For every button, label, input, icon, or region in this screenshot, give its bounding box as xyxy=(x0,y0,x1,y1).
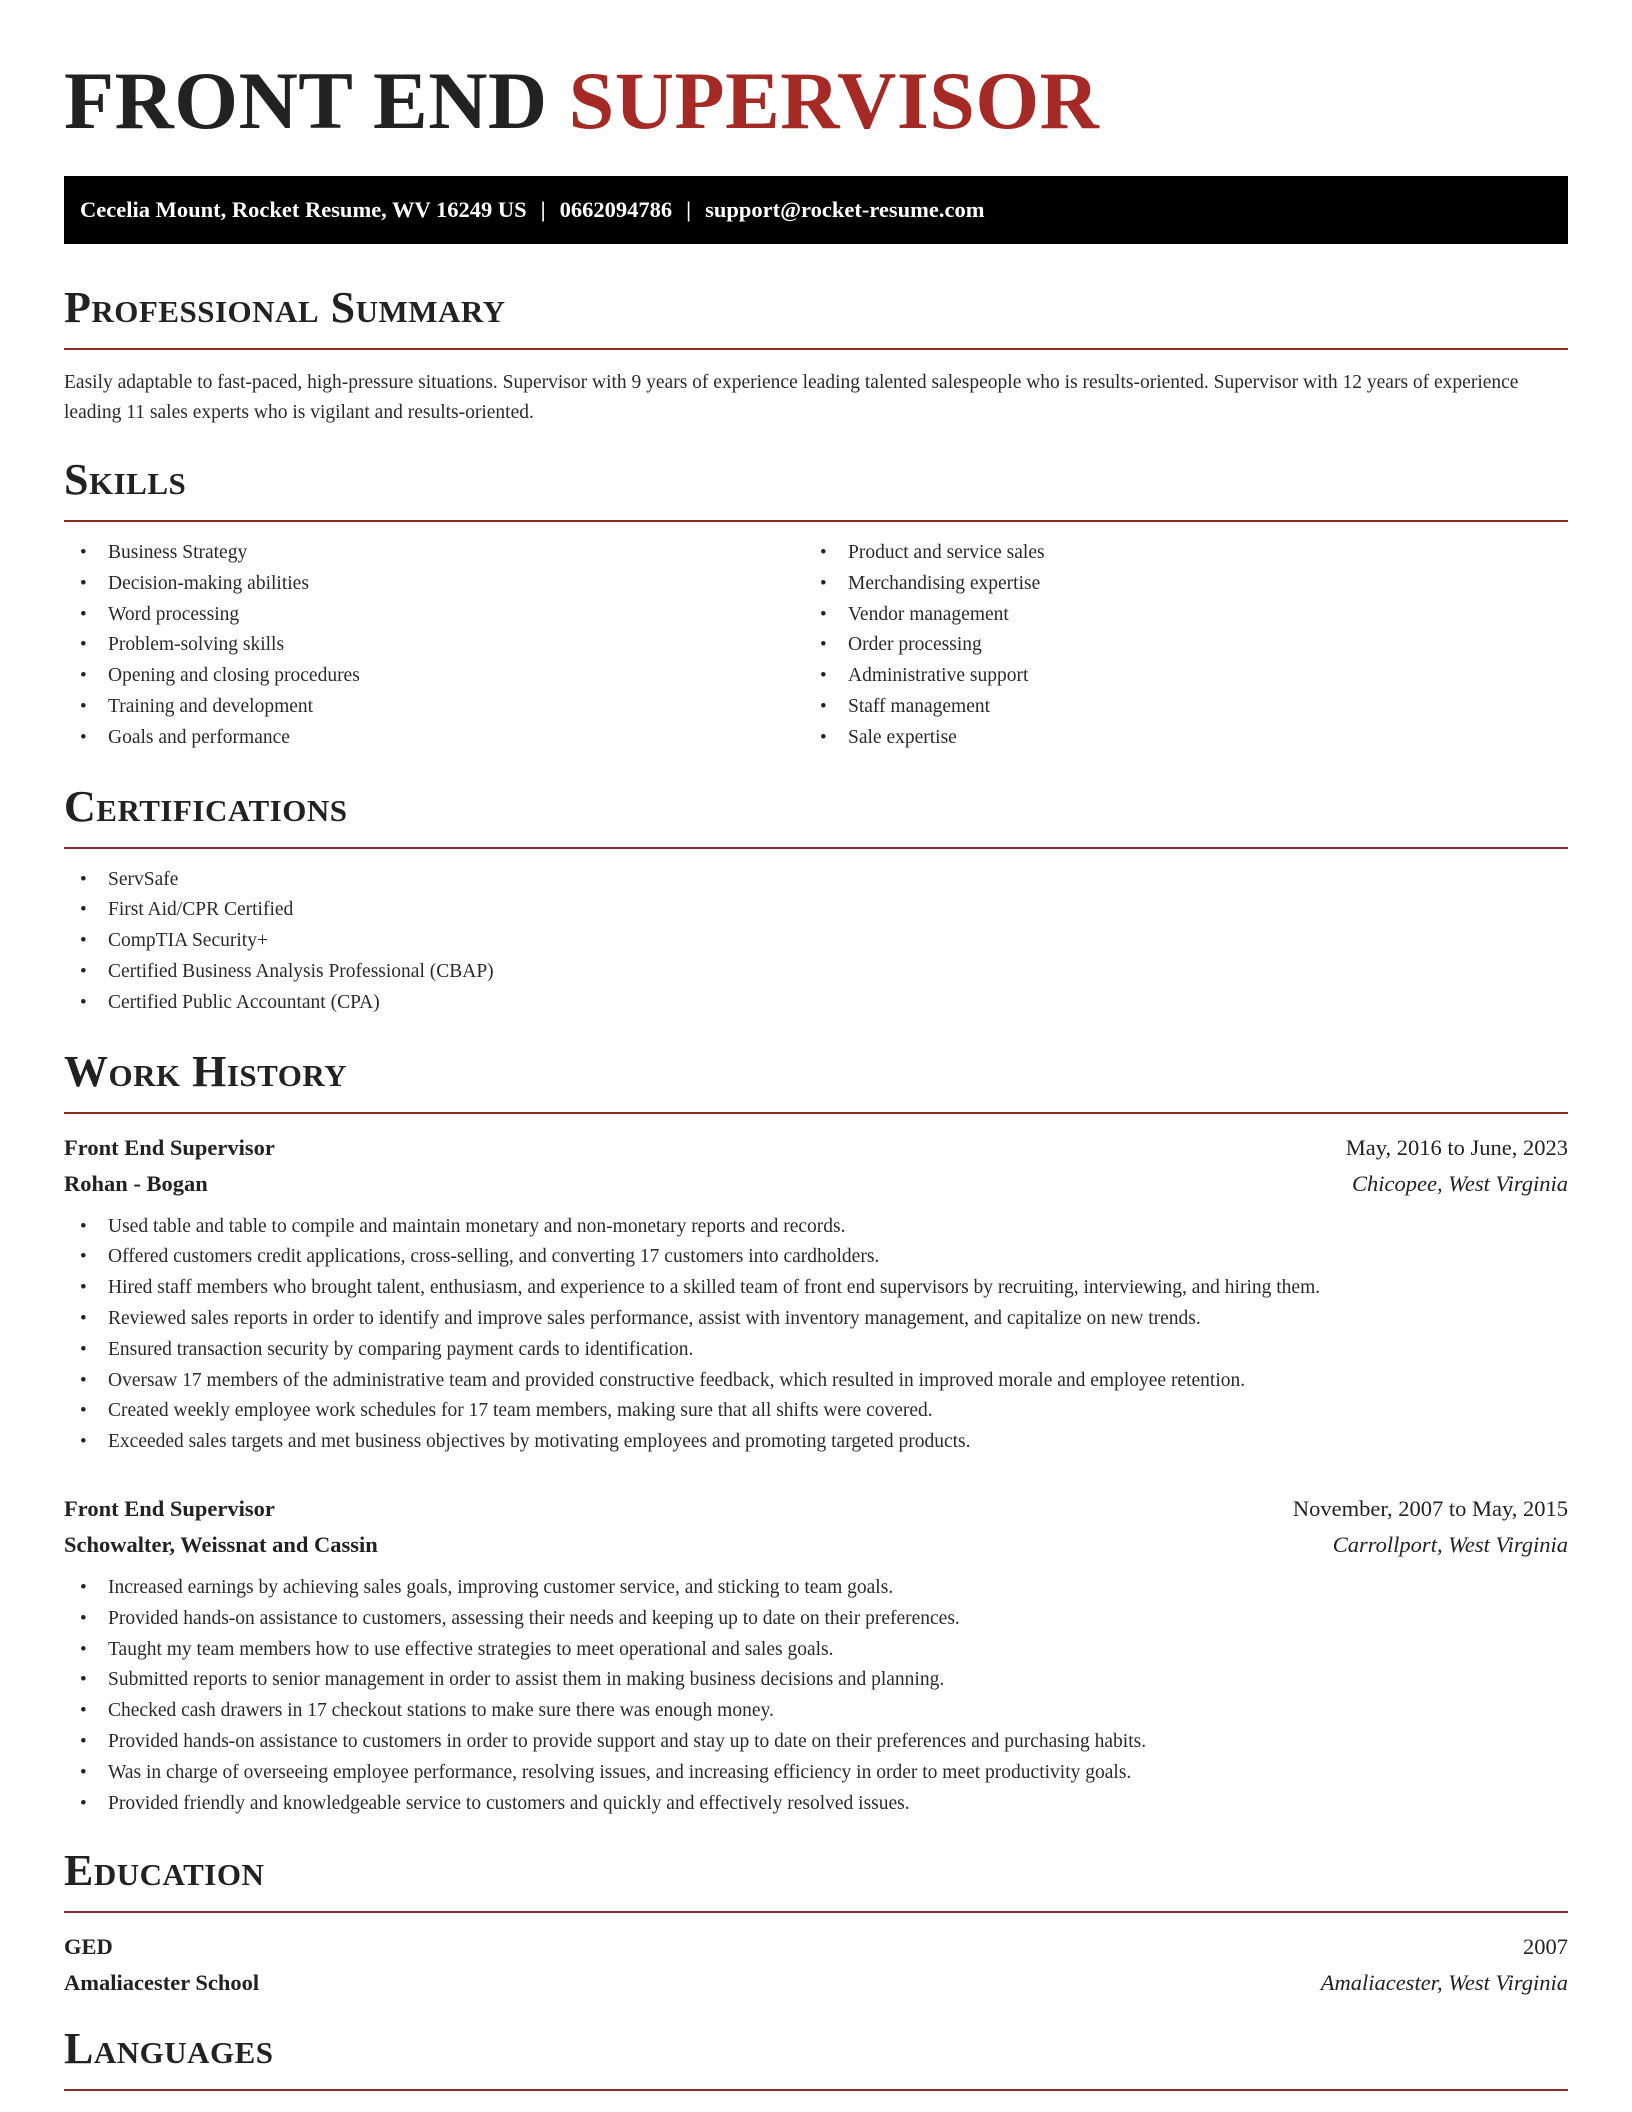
certifications-list xyxy=(64,865,1568,1019)
job-title: Front End Supervisor xyxy=(64,1134,275,1160)
education-year: 2007 xyxy=(1523,1934,1568,1960)
section-heading-languages: Languages xyxy=(64,2024,274,2074)
skill-item: • Problem-solving skills xyxy=(64,630,804,661)
job-bullet: • Oversaw 17 members of the administrative team and provided constructive feedback, which resulted in improved morale and employee retention. xyxy=(64,1366,1568,1397)
skill-item: • Sale expertise xyxy=(804,723,1544,754)
skill-item: • Training and development xyxy=(64,692,804,723)
title-accent: SUPERVISOR xyxy=(568,55,1100,146)
section-heading-skills: Skills xyxy=(64,455,187,504)
education-entry xyxy=(64,1929,1568,2001)
summary-section xyxy=(64,282,1568,428)
job-dates: November, 2007 to May, 2015 xyxy=(1292,1495,1568,1521)
skills-grid xyxy=(64,538,1568,754)
education-school-row xyxy=(64,1965,1568,2001)
job-bullet: • Offered customers credit applications, cross-selling, and converting 17 customers into cardholders. xyxy=(64,1242,1568,1273)
section-divider xyxy=(64,520,1568,522)
summary-text: Easily adaptable to fast-paced, high-pressure situations. Supervisor with 9 years of experience leading talented salespeople who is results-oriented. Supervisor with 12 years of experience leading 11 sales experts who is vigilant and results-oriented. xyxy=(64,372,1519,423)
job-bullet: • Provided hands-on assistance to customers, assessing their needs and keeping up to date on their preferences. xyxy=(64,1604,1568,1635)
skills-list-left xyxy=(64,538,804,754)
skills-column-right xyxy=(804,538,1544,754)
section-divider xyxy=(64,1911,1568,1913)
job-bullet: • Reviewed sales reports in order to identify and improve sales performance, assist with inventory management, and capitalize on new trends. xyxy=(64,1304,1568,1335)
job-company: Schowalter, Weissnat and Cassin xyxy=(64,1531,378,1557)
job-bullet: • Provided friendly and knowledgeable service to customers and quickly and effectively resolved issues. xyxy=(64,1789,1568,1820)
skills-column-left xyxy=(64,538,804,754)
resume-page xyxy=(64,0,1568,2091)
education-school: Amaliacester School xyxy=(64,1970,260,1996)
job-entry xyxy=(64,1491,1568,1819)
job-company-row xyxy=(64,1166,1568,1202)
job-company: Rohan - Bogan xyxy=(64,1170,208,1196)
job-location: Carrollport, West Virginia xyxy=(1332,1531,1568,1557)
certifications-section xyxy=(64,781,1568,1019)
contact-phone: 0662094786 xyxy=(559,197,673,222)
skill-item: • Opening and closing procedures xyxy=(64,661,804,692)
job-bullet: • Taught my team members how to use effective strategies to meet operational and sales goals. xyxy=(64,1635,1568,1666)
section-heading-work-history: Work History xyxy=(64,1046,348,1096)
certification-item: • Certified Public Accountant (CPA) xyxy=(64,988,1568,1019)
job-bullet: • Was in charge of overseeing employee performance, resolving issues, and increasing efficiency in order to meet productivity goals. xyxy=(64,1758,1568,1789)
certification-item: • Certified Business Analysis Professional (CBAP) xyxy=(64,957,1568,988)
job-dates: May, 2016 to June, 2023 xyxy=(1345,1134,1568,1160)
section-heading-summary: Professional Summary xyxy=(64,283,506,332)
skills-section xyxy=(64,454,1568,754)
section-divider xyxy=(64,2089,1568,2091)
job-bullet: • Used table and table to compile and maintain monetary and non-monetary reports and records. xyxy=(64,1212,1568,1243)
certification-item: • ServSafe xyxy=(64,865,1568,896)
languages-section xyxy=(64,2023,1568,2091)
job-bullet: • Submitted reports to senior management in order to assist them in making business decisions and planning. xyxy=(64,1665,1568,1696)
contact-bar xyxy=(64,176,1568,244)
work-history-section xyxy=(64,1046,1568,1820)
section-heading-education: Education xyxy=(64,1846,265,1896)
skill-item: • Product and service sales xyxy=(804,538,1544,569)
job-bullet: • Provided hands-on assistance to customers in order to provide support and stay up to date on their preferences and purchasing habits. xyxy=(64,1727,1568,1758)
skill-item: • Staff management xyxy=(804,692,1544,723)
section-heading-certifications: Certifications xyxy=(64,781,348,831)
skill-item: • Order processing xyxy=(804,630,1544,661)
section-divider xyxy=(64,847,1568,849)
certification-item: • First Aid/CPR Certified xyxy=(64,895,1568,926)
skill-item: • Goals and performance xyxy=(64,723,804,754)
job-bullet: • Hired staff members who brought talent, enthusiasm, and experience to a skilled team of front end supervisors by recruiting, interviewing, and hiring them. xyxy=(64,1273,1568,1304)
job-title: Front End Supervisor xyxy=(64,1495,275,1521)
job-entry xyxy=(64,1130,1568,1458)
job-bullet: • Created weekly employee work schedules for 17 team members, making sure that all shifts were covered. xyxy=(64,1396,1568,1427)
education-degree: GED xyxy=(64,1934,113,1960)
job-bullet: • Ensured transaction security by comparing payment cards to identification. xyxy=(64,1335,1568,1366)
job-bullet: • Increased earnings by achieving sales goals, improving customer service, and sticking to team goals. xyxy=(64,1573,1568,1604)
job-header-row xyxy=(64,1130,1568,1166)
skill-item: • Vendor management xyxy=(804,600,1544,631)
title-first: FRONT END xyxy=(64,55,548,146)
job-header-row xyxy=(64,1491,1568,1527)
education-degree-row xyxy=(64,1929,1568,1965)
skill-item: • Word processing xyxy=(64,600,804,631)
section-divider xyxy=(64,348,1568,350)
certification-item: • CompTIA Security+ xyxy=(64,926,1568,957)
section-divider xyxy=(64,1112,1568,1114)
job-bullet: • Checked cash drawers in 17 checkout stations to make sure there was enough money. xyxy=(64,1696,1568,1727)
job-bullets xyxy=(64,1212,1568,1458)
job-company-row xyxy=(64,1527,1568,1563)
education-location: Amaliacester, West Virginia xyxy=(1320,1970,1568,1996)
skill-item: • Business Strategy xyxy=(64,538,804,569)
skills-list-right xyxy=(804,538,1544,754)
resume-title xyxy=(64,0,1568,176)
contact-address: Cecelia Mount, Rocket Resume, WV 16249 US xyxy=(80,197,527,222)
job-bullet: • Exceeded sales targets and met business objectives by motivating employees and promoting targeted products. xyxy=(64,1427,1568,1458)
skill-item: • Merchandising expertise xyxy=(804,569,1544,600)
skill-item: • Administrative support xyxy=(804,661,1544,692)
education-section xyxy=(64,1845,1568,2001)
contact-separator: | xyxy=(686,197,692,222)
job-bullets xyxy=(64,1573,1568,1819)
skill-item: • Decision-making abilities xyxy=(64,569,804,600)
contact-separator: | xyxy=(540,197,546,222)
job-location: Chicopee, West Virginia xyxy=(1351,1170,1568,1196)
contact-email: support@rocket-resume.com xyxy=(705,197,985,222)
